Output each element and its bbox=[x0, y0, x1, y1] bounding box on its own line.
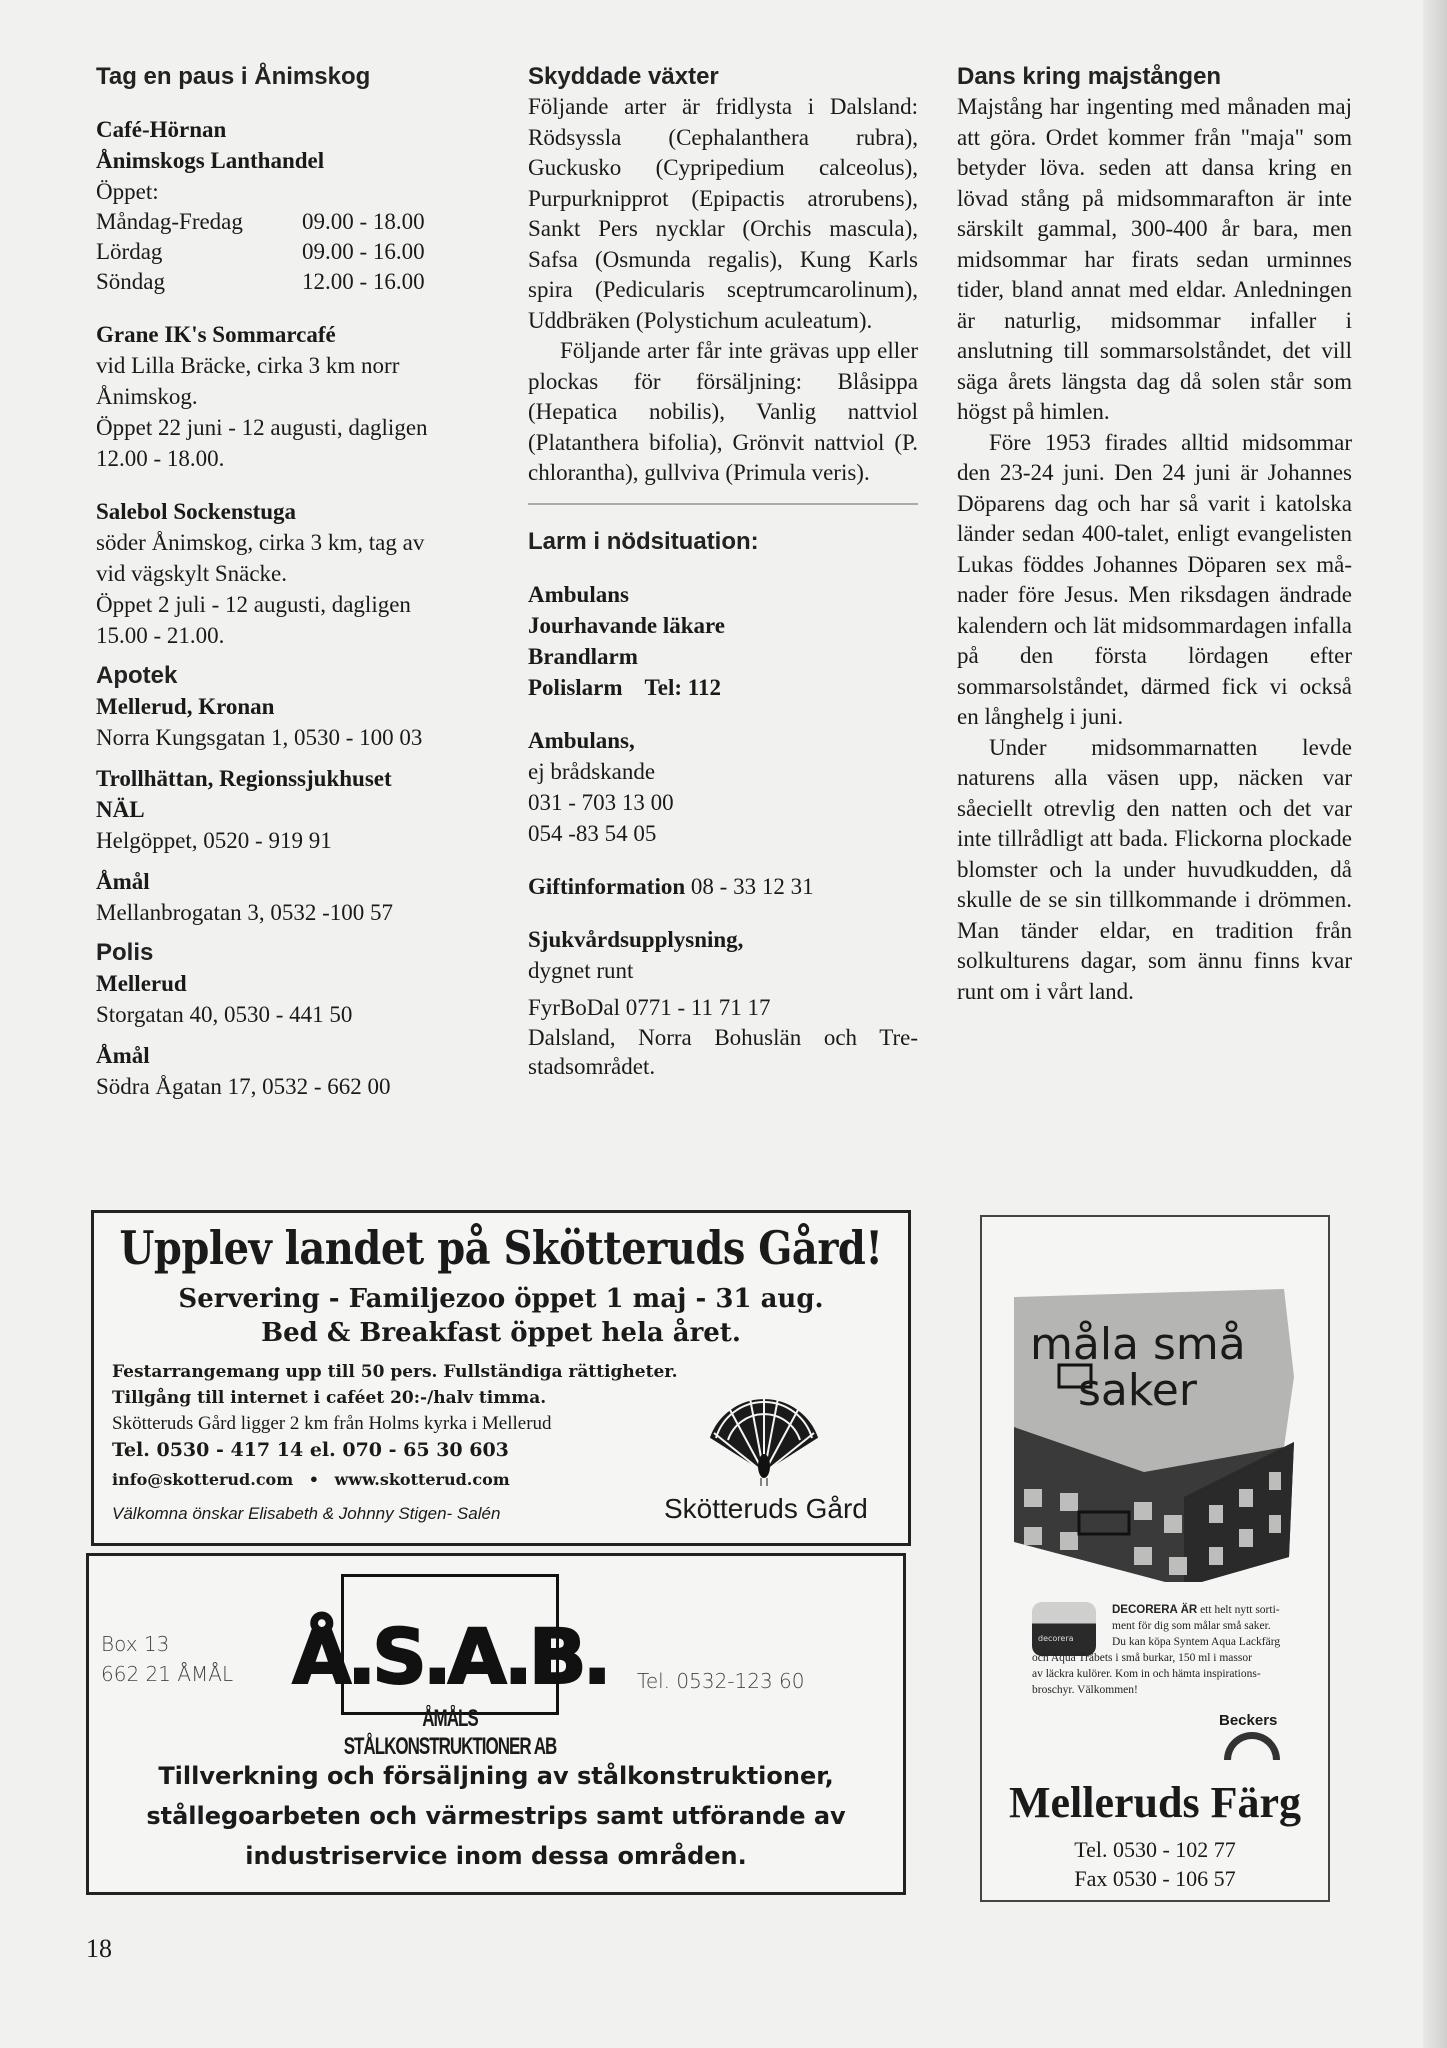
boxes-image bbox=[994, 1257, 1319, 1582]
hours-row bbox=[96, 237, 501, 267]
polis-name: Åmål bbox=[96, 1043, 150, 1068]
boxes-text: saker bbox=[1078, 1365, 1197, 1416]
decorera-body: och Aqua Träbets i små burkar, 150 ml i massor bbox=[1032, 1652, 1252, 1664]
salebol-name: Salebol Sockenstuga bbox=[96, 499, 297, 524]
asab-desc-line: Tillverkning och försäljning av stålkonstruktioner, bbox=[158, 1762, 834, 1790]
ad-welcome: Välkomna önskar Elisabeth & Johnny Stigen- Salén bbox=[112, 1504, 501, 1523]
ad-contact bbox=[112, 1469, 510, 1491]
midsommar-paragraph: Under midsommarnatten levde naturens alla väsen upp, näcken var såeciellt otrevlig den natten och det var inte tillrådligt att bada. Flickorna plockade blomster och la under huvudkudden, då skulle de se sin tillkommande i drömmen. Man tänder eldar, en tradition från solkulturens dagar, som ännu finns kvar runt om i vårt land. bbox=[957, 734, 1352, 1004]
divider bbox=[528, 503, 918, 505]
larm-tel: Tel: 112 bbox=[644, 674, 722, 700]
decorera-lead: DECORERA ÄR bbox=[1112, 1604, 1198, 1616]
apotek-info: Helgöppet, 0520 - 919 91 bbox=[96, 828, 332, 853]
larm-item: Jourhavande läkare bbox=[528, 612, 726, 638]
ambulans-tel: 054 -83 54 05 bbox=[528, 820, 657, 846]
salebol-line: söder Ånimskog, cirka 3 km, tag av bbox=[96, 530, 425, 555]
section-title-apotek: Apotek bbox=[96, 662, 178, 689]
hours-day: Lördag bbox=[96, 239, 163, 264]
sjuk-area: Dalsland, Norra Bohuslän och Trestadsområdet. bbox=[528, 1024, 918, 1079]
grane-line: 12.00 - 18.00. bbox=[96, 446, 225, 471]
decorera-body: av läckra kulörer. Kom in och hämta inspirations- bbox=[1032, 1668, 1261, 1680]
section-title-vaxter: Skyddade växter bbox=[528, 63, 719, 90]
apotek-name: Åmål bbox=[96, 869, 150, 894]
decorera-body: ment för dig som målar små saker. bbox=[1112, 1620, 1271, 1632]
ad-asab bbox=[86, 1553, 906, 1895]
ad-skotteruds-gard bbox=[91, 1210, 911, 1546]
ambulans-tel: 031 - 703 13 00 bbox=[528, 789, 674, 815]
grane-line: vid Lilla Bräcke, cirka 3 km norr bbox=[96, 353, 400, 378]
salebol-line: vid vägskylt Snäcke. bbox=[96, 561, 287, 586]
ad-email[interactable]: info@skotterud.com bbox=[112, 1470, 294, 1489]
skotterud-logo-text: Skötteruds Gård bbox=[664, 1493, 868, 1524]
asab-phone: Tel. 0532-123 60 bbox=[637, 1669, 805, 1693]
sjuk-tel: FyrBoDal 0771 - 11 71 17 bbox=[528, 994, 771, 1020]
decorera-body: broschyr. Välkommen! bbox=[1032, 1684, 1138, 1696]
plants-paragraph: Följande arter är fridlysta i Dalsland: Rödsyssla (Cephalanthera rubra), Guckusko (Cypripedium calceolus), Purpurknipprot (Epipactis atrorubens), Sankt Pers nycklar (Orchis mascula), Safsa (Osmunda regalis), Kung Karls spira (Pedicularis sceptrumcarolinum), Uddbräken (Polystichum aculeatum). bbox=[528, 94, 918, 333]
bullet: • bbox=[308, 1470, 319, 1489]
asab-desc-line: stållegoarbeten och värmestrips samt utförande av bbox=[146, 1802, 846, 1830]
salebol-line: 15.00 - 21.00. bbox=[96, 623, 225, 648]
gift-row bbox=[528, 871, 918, 902]
ambulans-title: Ambulans, bbox=[528, 727, 635, 753]
apotek-info: Mellanbrogatan 3, 0532 -100 57 bbox=[96, 900, 394, 925]
cafe-name: Café-Hörnan bbox=[96, 117, 227, 142]
decorera-text bbox=[1032, 1602, 1322, 1698]
larm-item-label: Polislarm bbox=[528, 674, 623, 700]
grane-name: Grane IK's Sommarcafé bbox=[96, 322, 336, 347]
section-title-polis: Polis bbox=[96, 939, 154, 966]
apotek-name: Mellerud, Kronan bbox=[96, 694, 275, 719]
page-number: 18 bbox=[86, 1934, 112, 1963]
gift-label: Giftinformation bbox=[528, 873, 686, 899]
asab-logo bbox=[292, 1574, 608, 1715]
salebol-line: Öppet 2 juli - 12 augusti, dagligen bbox=[96, 592, 411, 617]
section-title-dans: Dans kring majstången bbox=[957, 63, 1222, 90]
beckers-brand: Beckers bbox=[1219, 1712, 1278, 1729]
store-fax: Fax 0530 - 106 57 bbox=[1074, 1866, 1236, 1891]
ad-line: Tillgång till internet i caféet 20:-/halv timma. bbox=[112, 1388, 547, 1408]
hours-day: Måndag-Fredag bbox=[96, 209, 243, 234]
asab-address-line: Box 13 bbox=[101, 1632, 170, 1656]
asab-logo-text: Å.S.A.B. bbox=[292, 1612, 608, 1701]
hours-time: 09.00 - 18.00 bbox=[302, 209, 425, 234]
column-plants-emergency bbox=[528, 62, 918, 1081]
ad-website[interactable]: www.skotterud.com bbox=[334, 1470, 510, 1489]
asab-description bbox=[89, 1756, 903, 1876]
ad-line: Bed & Breakfast öppet hela året. bbox=[261, 1318, 741, 1348]
hours-row bbox=[96, 267, 501, 297]
larm-item: Brandlarm bbox=[528, 643, 638, 669]
section-title-larm: Larm i nödsituation: bbox=[528, 527, 759, 555]
ambulans-sub: ej brådskande bbox=[528, 758, 656, 784]
apotek-name: NÄL bbox=[96, 797, 145, 822]
asab-address bbox=[101, 1629, 233, 1689]
section-title-paus: Tag en paus i Ånimskog bbox=[96, 63, 371, 90]
hours-row bbox=[96, 207, 501, 237]
hours-time: 12.00 - 16.00 bbox=[302, 269, 425, 294]
midsommar-paragraph: Före 1953 firades alltid midsommar den 23-24 juni. Den 24 juni är Johannes Döparens dag och har så varit i katolska länder sedan 400-talet, enligt evangelisten Lukas föddes Johannes Döparen sex månader före Jesus. Men riksdagen ändrade kalendern och lät midsommardagen infalla på den första lördagen efter sommarsolståndet, därmed fick vi också en långhelg i juni. bbox=[957, 429, 1352, 729]
ad-line: Servering - Familjezoo öppet 1 maj - 31 aug. bbox=[178, 1284, 824, 1314]
boxes-text: måla små bbox=[1030, 1319, 1246, 1370]
ad-line: Festarrangemang upp till 50 pers. Fullständiga rättigheter. bbox=[112, 1362, 678, 1382]
store-phone: Tel. 0530 - 102 77 bbox=[1074, 1837, 1236, 1862]
column-midsommar bbox=[957, 62, 1352, 1007]
decorera-body: ett helt nytt sorti- bbox=[1197, 1604, 1280, 1616]
asab-desc-line: industriservice inom dessa områden. bbox=[245, 1842, 747, 1870]
polis-info: Södra Ågatan 17, 0532 - 662 00 bbox=[96, 1074, 391, 1099]
beckers-rainbow-icon bbox=[1224, 1732, 1280, 1760]
larm-item: Ambulans bbox=[528, 581, 629, 607]
larm-item bbox=[528, 672, 918, 703]
column-info bbox=[96, 62, 501, 1102]
hours-time: 09.00 - 16.00 bbox=[302, 239, 425, 264]
grane-line: Öppet 22 juni - 12 augusti, dagligen bbox=[96, 415, 428, 440]
jar-label: decorera bbox=[1038, 1634, 1074, 1643]
cafe-subname: Ånimskogs Lanthandel bbox=[96, 148, 325, 173]
hours-day: Söndag bbox=[96, 269, 165, 294]
polis-info: Storgatan 40, 0530 - 441 50 bbox=[96, 1002, 353, 1027]
peacock-icon bbox=[704, 1378, 824, 1488]
store-name: Melleruds Färg bbox=[1008, 1778, 1302, 1827]
ad-headline: Upplev landet på Skötteruds Gård! bbox=[119, 1221, 883, 1276]
midsommar-paragraph: Majstång har ingenting med månaden maj att göra. Ordet kommer från "maja" som betyder löva. seden att dansa kring en lövad stång på midsommarafton är inte särskilt gammal, 300-400 år bara, men midsommar har firats sedan urminnes tider, bland annat med eldar. Anledningen är naturlig, midsommar infaller i anslutning till sommarsolståndet, det vill säga årets längsta dag då solen står som högst på himlen. bbox=[957, 94, 1352, 424]
ad-melleruds-farg bbox=[980, 1215, 1330, 1902]
gift-tel: 08 - 33 12 31 bbox=[690, 873, 814, 899]
store-contact bbox=[982, 1835, 1328, 1893]
apotek-info: Norra Kungsgatan 1, 0530 - 100 03 bbox=[96, 725, 423, 750]
boxes-headline bbox=[1030, 1319, 1246, 1416]
grane-line: Ånimskog. bbox=[96, 384, 198, 409]
ad-phone: Tel. 0530 - 417 14 el. 070 - 65 30 603 bbox=[112, 1439, 509, 1461]
polis-name: Mellerud bbox=[96, 971, 187, 996]
cafe-open-label: Öppet: bbox=[96, 179, 159, 204]
apotek-name: Trollhättan, Regionssjukhuset bbox=[96, 766, 392, 791]
sjuk-title: Sjukvårdsupplysning, bbox=[528, 926, 744, 952]
ad-line: Skötteruds Gård ligger 2 km från Holms kyrka i Mellerud bbox=[112, 1413, 552, 1434]
sjuk-sub: dygnet runt bbox=[528, 957, 634, 983]
page-edge-shadow bbox=[1423, 0, 1447, 2048]
plants-paragraph: Följande arter får inte grävas upp eller plockas för försäljning: Blåsippa (Hepatica nobilis), Vanlig nattviol (Platanthera bifolia), Grönvit nattviol (P. chlorantha), gullviva (Primula veris). bbox=[528, 338, 918, 485]
asab-company: ÅMÅLS STÅLKONSTRUKTIONER AB bbox=[343, 1705, 557, 1760]
decorera-body: Du kan köpa Syntem Aqua Lackfärg bbox=[1112, 1636, 1281, 1648]
asab-address-line: 662 21 ÅMÅL bbox=[101, 1662, 234, 1686]
